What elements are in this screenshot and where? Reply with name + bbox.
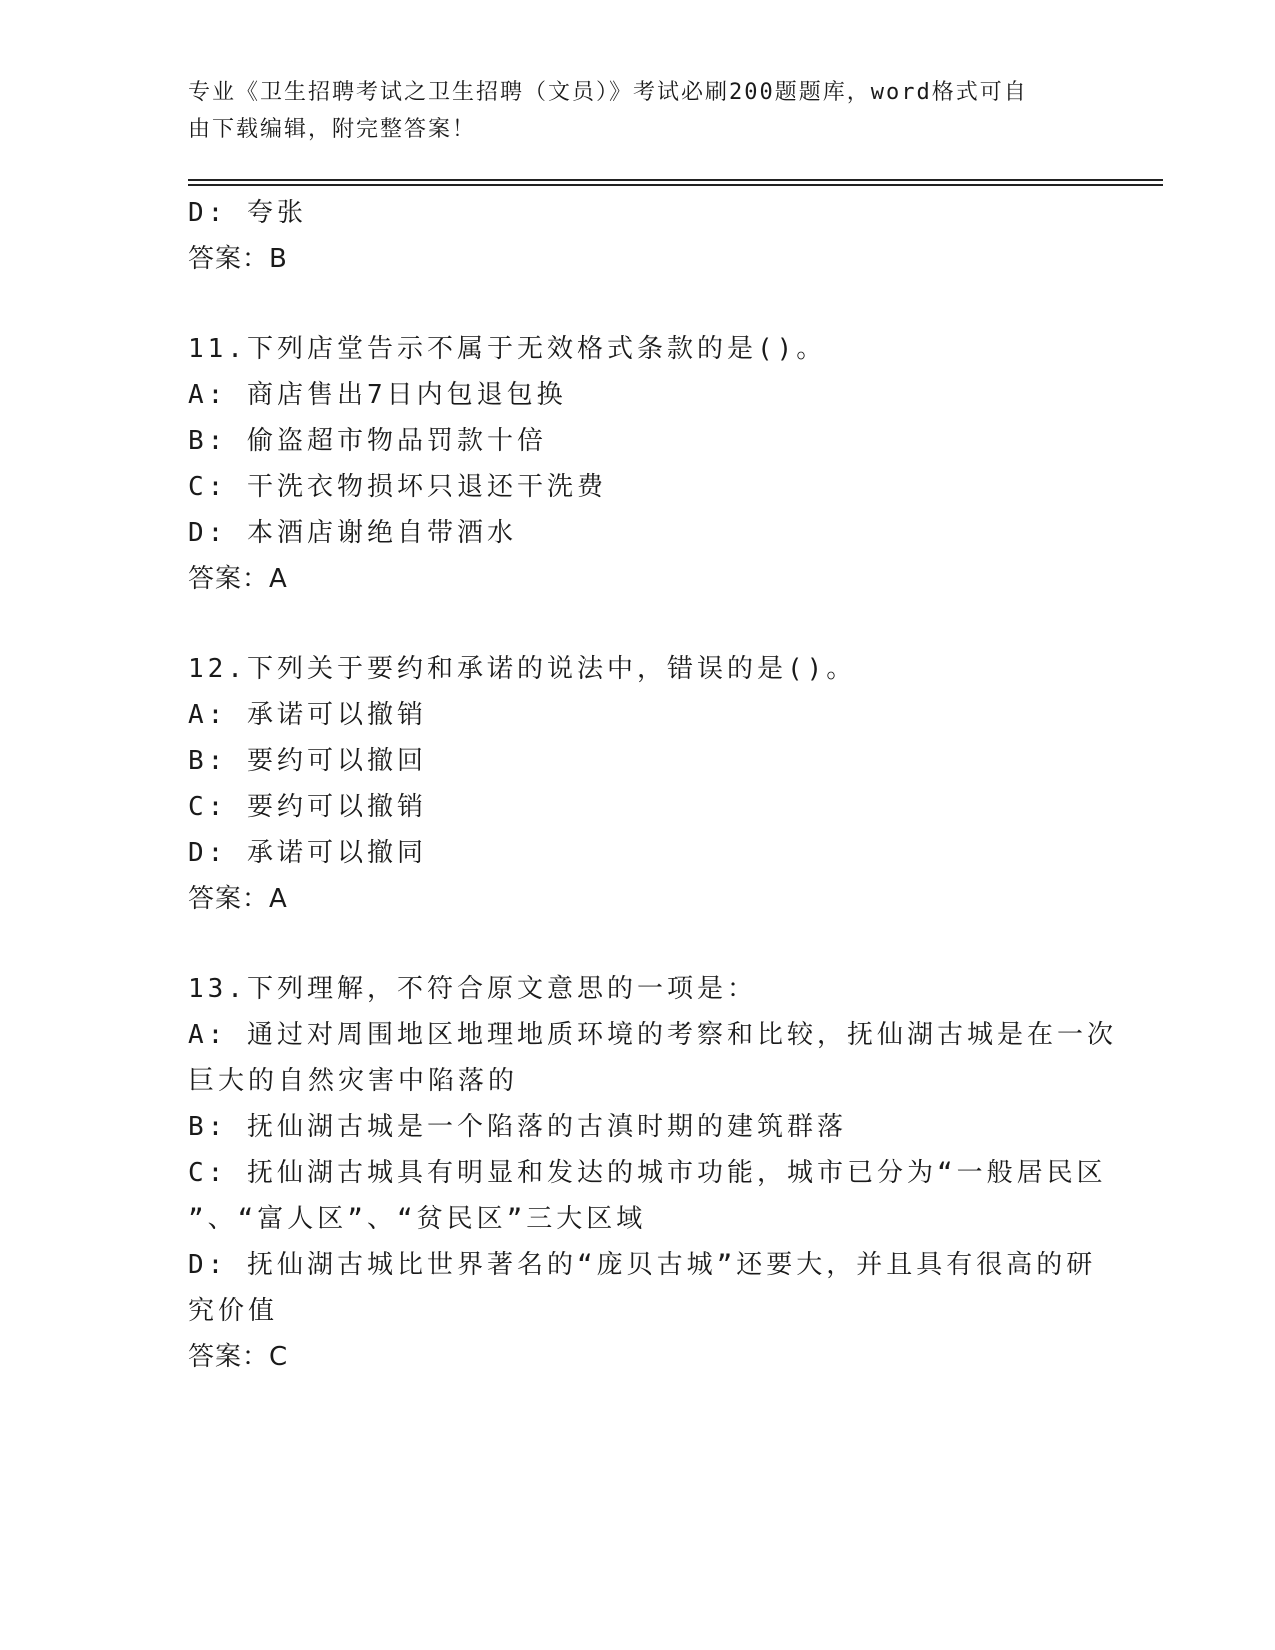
document-header [188,74,1068,148]
question-11 [188,326,1088,602]
question-13 [188,966,1117,1380]
option-a: A: 承诺可以撤销 [188,700,427,730]
option-d: D: 抚仙湖古城比世界著名的“庞贝古城”还要大，并且具有很高的研 [188,1250,1097,1280]
option-b: B: 要约可以撤回 [188,746,427,776]
option-d: D: 承诺可以撤同 [188,838,427,868]
question-stem: 11.下列店堂告示不属于无效格式条款的是()。 [188,334,827,364]
question-content [188,190,1117,1380]
question-stem: 13.下列理解，不符合原文意思的一项是： [188,974,757,1004]
previous-question-tail [188,190,1088,282]
question-stem: 12.下列关于要约和承诺的说法中，错误的是()。 [188,654,857,684]
option-a: A: 商店售出7日内包退包换 [188,380,567,410]
answer-line: 答案：A [188,564,288,594]
option-c: C: 干洗衣物损坏只退还干洗费 [188,472,607,502]
option-d-continued: 究价值 [188,1296,279,1326]
option-d: D: 夸张 [188,198,307,228]
question-12 [188,646,1088,922]
option-b: B: 偷盗超市物品罚款十倍 [188,426,547,456]
answer-line: 答案：A [188,884,288,914]
option-a-continued: 巨大的自然灾害中陷落的 [188,1066,519,1096]
header-line-2: 由下载编辑，附完整答案！ [188,117,477,142]
option-c-continued: ”、“富人区”、“贫民区”三大区域 [188,1204,647,1234]
answer-line: 答案：B [188,244,288,274]
header-rule-bottom [188,184,1163,186]
option-d: D: 本酒店谢绝自带酒水 [188,518,517,548]
option-b: B: 抚仙湖古城是一个陷落的古滇时期的建筑群落 [188,1112,847,1142]
option-a: A: 通过对周围地区地理地质环境的考察和比较，抚仙湖古城是在一次 [188,1020,1117,1050]
option-c: C: 要约可以撤销 [188,792,427,822]
header-line-1: 专业《卫生招聘考试之卫生招聘（文员）》考试必刷200题题库，word格式可自 [188,80,1028,105]
option-c: C: 抚仙湖古城具有明显和发达的城市功能，城市已分为“一般居民区 [188,1158,1107,1188]
header-rule-top [188,179,1163,181]
answer-line: 答案：C [188,1342,289,1372]
